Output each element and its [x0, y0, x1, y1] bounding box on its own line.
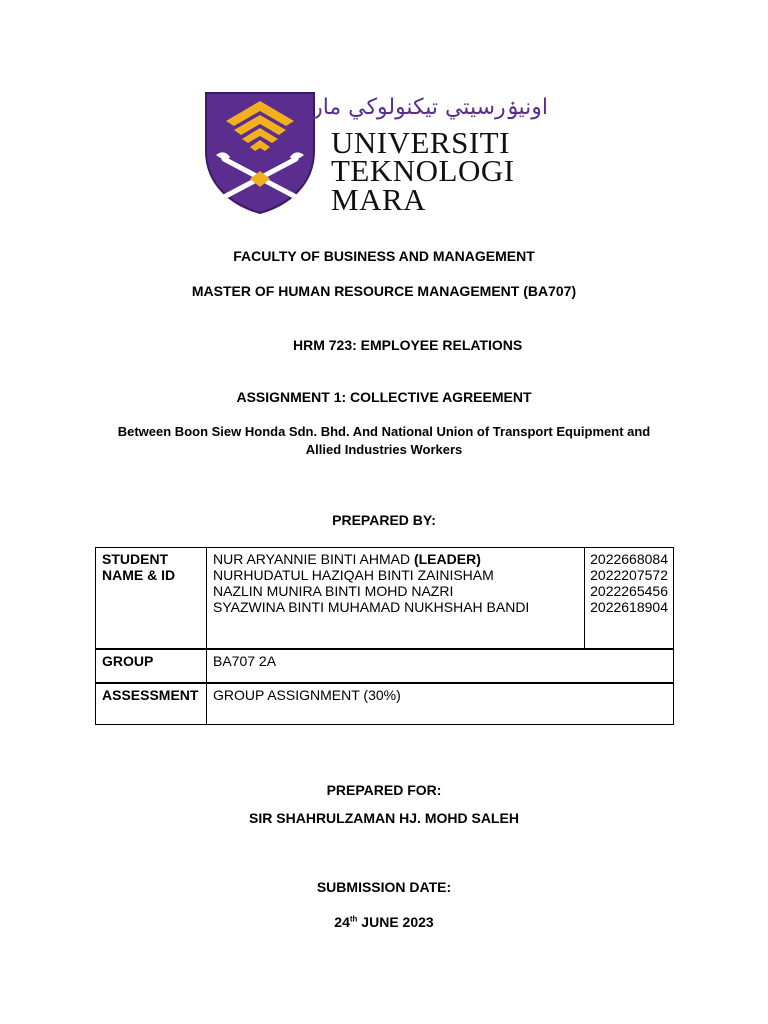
member-name: SYAZWINA BINTI MUHAMAD NUKHSHAH BANDI — [213, 599, 530, 615]
student-label-line1: STUDENT — [102, 551, 169, 567]
logo-word-teknologi: TEKNOLOGI — [331, 153, 515, 188]
assessment-value-cell: GROUP ASSIGNMENT (30%) — [207, 683, 674, 725]
member-id: 2022618904 — [590, 599, 668, 615]
assignment-heading: ASSIGNMENT 1: COLLECTIVE AGREEMENT — [236, 389, 532, 405]
uitm-emblem-logo — [206, 93, 314, 213]
submission-day: 24 — [334, 914, 350, 930]
submission-month-year: JUNE 2023 — [357, 914, 434, 930]
assignment-subtitle-line2: Allied Industries Workers — [305, 442, 463, 457]
student-label-cell — [96, 548, 207, 650]
programme-heading: MASTER OF HUMAN RESOURCE MANAGEMENT (BA707) — [191, 283, 577, 299]
member-id: 2022265456 — [590, 583, 668, 599]
faculty-heading: FACULTY OF BUSINESS AND MANAGEMENT — [233, 248, 535, 264]
logo-word-mara: MARA — [331, 182, 427, 217]
prepared-by-label: PREPARED BY: — [332, 512, 436, 528]
student-info-table — [95, 547, 674, 725]
member-name: NUR ARYANNIE BINTI AHMAD — [213, 551, 411, 567]
jawi-script-logo — [305, 88, 549, 122]
table-row-assessment — [96, 683, 674, 725]
group-label-cell: GROUP — [96, 649, 207, 683]
submission-day-suffix: th — [349, 914, 358, 924]
leader-badge: (LEADER) — [413, 551, 481, 567]
table-row-group — [96, 649, 674, 683]
student-label-line2: NAME & ID — [102, 567, 176, 583]
member-id: 2022207572 — [590, 567, 668, 583]
submission-date-label: SUBMISSION DATE: — [316, 879, 452, 895]
member-name-row — [213, 551, 578, 567]
logo-word-universiti: UNIVERSITI — [331, 125, 510, 160]
student-ids-cell — [585, 548, 674, 650]
member-id: 2022668084 — [590, 551, 668, 567]
svg-text:اونيۏرسيتي تيکنولوکي مارا: اونيۏرسيتي تيکنولوکي مارا — [305, 95, 549, 120]
table-row-student — [96, 548, 674, 650]
submission-date-value — [0, 914, 768, 930]
prepared-for-name: SIR SHAHRULZAMAN HJ. MOHD SALEH — [249, 810, 519, 826]
assignment-subtitle-line1: Between Boon Siew Honda Sdn. Bhd. And National Union of Transport Equipment and — [117, 424, 651, 439]
prepared-for-label: PREPARED FOR: — [326, 782, 442, 798]
member-name: NAZLIN MUNIRA BINTI MOHD NAZRI — [213, 583, 454, 599]
assessment-label-cell: ASSESSMENT — [96, 683, 207, 725]
member-name: NURHUDATUL HAZIQAH BINTI ZAINISHAM — [213, 567, 494, 583]
student-names-cell — [207, 548, 585, 650]
group-value-cell: BA707 2A — [207, 649, 674, 683]
course-heading: HRM 723: EMPLOYEE RELATIONS — [293, 337, 523, 353]
